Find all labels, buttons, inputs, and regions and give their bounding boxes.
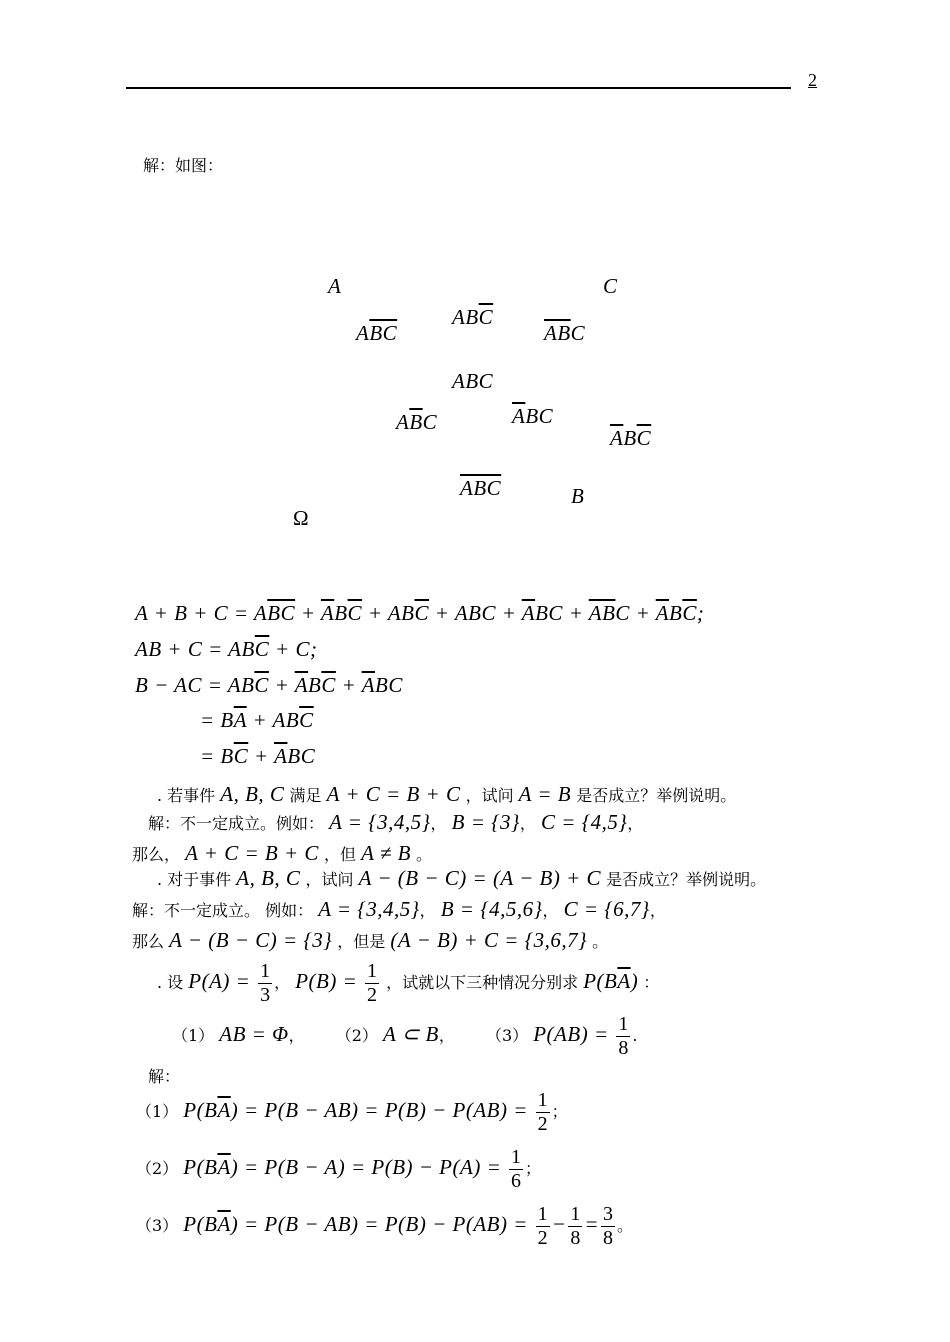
question-2-answer: 解：不一定成立。 例如： A = {3,4,5}， B = {4,5,6}， C = {6,7}， bbox=[132, 897, 666, 921]
question-3: . 设 P(A) = $\frac{1}{3}$ ， P(B) = $\frac{1}{2}$ ，试就以下三种情况分别求 $P(B\overline{A})$ ： bbox=[157, 960, 660, 1006]
venn-region-ab-c: $AB\overline{C}$ bbox=[452, 305, 494, 329]
venn-label-omega: Ω bbox=[293, 506, 309, 530]
equation-1: $A + B + C = A\overline{B}\overline{C} + \overline{A}B\overline{C} + AB\overline{C}$ + ABC + $\overline{A}BC + \overline{A}\overline{B}C + \overline{A}B\overline{C}$; bbox=[135, 601, 705, 625]
venn-region-abc: ABC bbox=[452, 369, 494, 393]
solution-2: （2） $P(B\overline{A}) = P(B - A) = P(B) - P(A)$ = $\frac{1}{6}$ ； bbox=[136, 1146, 542, 1192]
solution-label: 解： bbox=[148, 1067, 181, 1086]
venn-region-abar-b-c: $\overline{A}B\overline{C}$ bbox=[610, 426, 652, 450]
venn-region-outside: $\overline{ABC}$ bbox=[460, 476, 502, 500]
question-1-answer: 解：不一定成立。例如： A = {3,4,5}， B = {3}， C = {4,5}， bbox=[148, 810, 644, 834]
header-rule bbox=[126, 87, 791, 89]
question-1: . 若事件 A, B, C 满足 A + C = B + C ，试问 A = B 是否成立？举例说明。 bbox=[157, 782, 737, 806]
question-2: . 对于事件 A, B, C ，试问 A − (B − C) = (A − B) + C 是否成立？举例说明。 bbox=[157, 866, 767, 890]
equation-4: = $B\overline{A} + AB\overline{C}$ bbox=[200, 708, 314, 732]
venn-label-c: C bbox=[603, 274, 618, 298]
intro-text: 解：如图： bbox=[143, 156, 224, 175]
venn-region-abc-c: $\overline{AB}C$ bbox=[544, 321, 586, 345]
solution-3: （3） $P(B\overline{A}) = P(B - AB) = P(B) - P(AB)$ = $\frac{1}{2}$ − $\frac{1}{8}$ = $\frac{3}{8}$ 。 bbox=[136, 1203, 634, 1249]
question-2-conclusion: 那么 A − (B − C) = {3} ，但是 (A − B) + C = {3,6,7} 。 bbox=[132, 928, 609, 952]
venn-region-abar-bc: $\overline{A}BC$ bbox=[512, 404, 554, 428]
page-number: 2 bbox=[808, 70, 817, 90]
solution-1: （1） $P(B\overline{A}) = P(B - AB) = P(B) - P(AB)$ = $\frac{1}{2}$ ； bbox=[136, 1089, 568, 1135]
venn-label-b: B bbox=[571, 484, 585, 508]
equation-2: AB + $C = AB\overline{C} + C$; bbox=[135, 637, 318, 661]
equation-5: = $B\overline{C} + \overline{A}BC$ bbox=[200, 744, 316, 768]
equation-3: B − AC = $AB\overline{C} + \overline{A}B\overline{C} + \overline{A}BC$ bbox=[135, 673, 403, 697]
question-3-cases: （1） AB = Φ， （2） A ⊂ B， （3） P(AB) = $\frac{1}{8}$ . bbox=[172, 1013, 638, 1059]
question-1-conclusion: 那么， A + C = B + C ，但 A ≠ B 。 bbox=[132, 841, 433, 865]
venn-label-a: A bbox=[328, 274, 342, 298]
venn-region-a-bc: $A\overline{BC}$ bbox=[356, 321, 398, 345]
venn-region-a-b-c: $A\overline{B}C$ bbox=[396, 410, 438, 434]
